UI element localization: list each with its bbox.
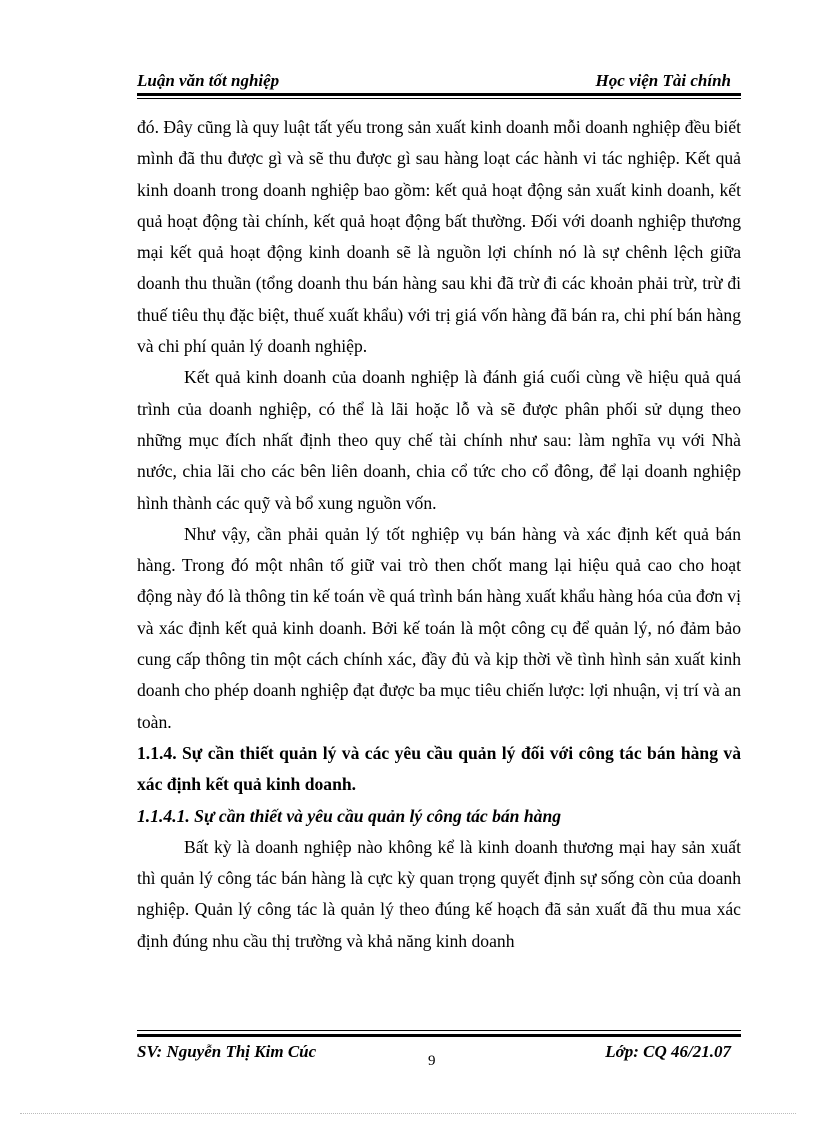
header-rule-thick (137, 93, 741, 96)
footer-rule-thick (137, 1034, 741, 1037)
page-body (137, 112, 741, 957)
paragraph-continuation: đó. Đây cũng là quy luật tất yếu trong sản xuất kinh doanh mỗi doanh nghiệp đều biết mình đã thu được gì và sẽ thu được gì sau hàng loạt các hành vi tác nghiệp. Kết quả kinh doanh trong doanh nghiệp bao gồm: kết quả hoạt động sản xuất kinh doanh, kết quả hoạt động tài chính, kết quả hoạt động bất thường. Đối với doanh nghiệp thương mại kết quả hoạt động kinh doanh sẽ là nguồn lợi chính nó là sự chênh lệch giữa doanh thu thuần (tổng doanh thu bán hàng sau khi đã trừ đi các khoản phải trừ, trừ đi thuế tiêu thụ đặc biệt, thuế xuất khẩu) với trị giá vốn hàng đã bán ra, chi phí bán hàng và chi phí quản lý doanh nghiệp. (137, 117, 741, 357)
page-footer (137, 1041, 741, 1069)
footer-student-name: SV: Nguyễn Thị Kim Cúc (137, 1042, 317, 1061)
header-rule-thin (137, 98, 741, 99)
footer-rule-thin (137, 1030, 741, 1031)
paragraph-business-result: Kết quả kinh doanh của doanh nghiệp là đánh giá cuối cùng về hiệu quả quá trình của doanh nghiệp, có thể là lãi hoặc lỗ và sẽ được phân phối sử dụng theo những mục đích nhất định theo quy chế tài chính như sau: làm nghĩa vụ với Nhà nước, chia lãi cho các bên liên doanh, chia cổ tức cho cổ đông, để lại doanh nghiệp hình thành các quỹ và bổ xung nguồn vốn. (137, 367, 741, 513)
page-header (137, 70, 741, 92)
footer-class-code: Lớp: CQ 46/21.07 (605, 1042, 731, 1061)
page-number: 9 (428, 1053, 436, 1069)
section-heading-1-1-4-1: 1.1.4.1. Sự cần thiết và yêu cầu quản lý công tác bán hàng (137, 805, 562, 826)
page-bottom-divider (20, 1113, 796, 1114)
header-thesis-title: Luận văn tốt nghiệp (137, 71, 280, 90)
paragraph-accounting-role: Như vậy, cần phải quản lý tốt nghiệp vụ bán hàng và xác định kết quả bán hàng. Trong đó một nhân tố giữ vai trò then chốt mang lại hiệu quả cao cho hoạt động này đó là thông tin kế toán về quá trình bán hàng xuất khẩu hàng hóa của đơn vị và xác định kết quả kinh doanh. Bởi kế toán là một công cụ để quản lý, nó đảm bảo cung cấp thông tin một cách chính xác, đầy đủ và kịp thời về tình hình sản xuất kinh doanh cho phép doanh nghiệp đạt được ba mục tiêu chiến lược: lợi nhuận, vị trí và an toàn. (137, 523, 741, 732)
paragraph-sales-management: Bất kỳ là doanh nghiệp nào không kể là kinh doanh thương mại hay sản xuất thì quản lý công tác bán hàng là cực kỳ quan trọng quyết định sự sống còn của doanh nghiệp. Quản lý công tác là quản lý theo đúng kế hoạch đã sản xuất đã thu mua xác định đúng nhu cầu thị trường và khả năng kinh doanh (137, 836, 741, 951)
header-institution: Học viện Tài chính (595, 71, 731, 90)
section-heading-1-1-4: 1.1.4. Sự cần thiết quản lý và các yêu cầu quản lý đối với công tác bán hàng và xác định kết quả kinh doanh. (137, 742, 741, 795)
